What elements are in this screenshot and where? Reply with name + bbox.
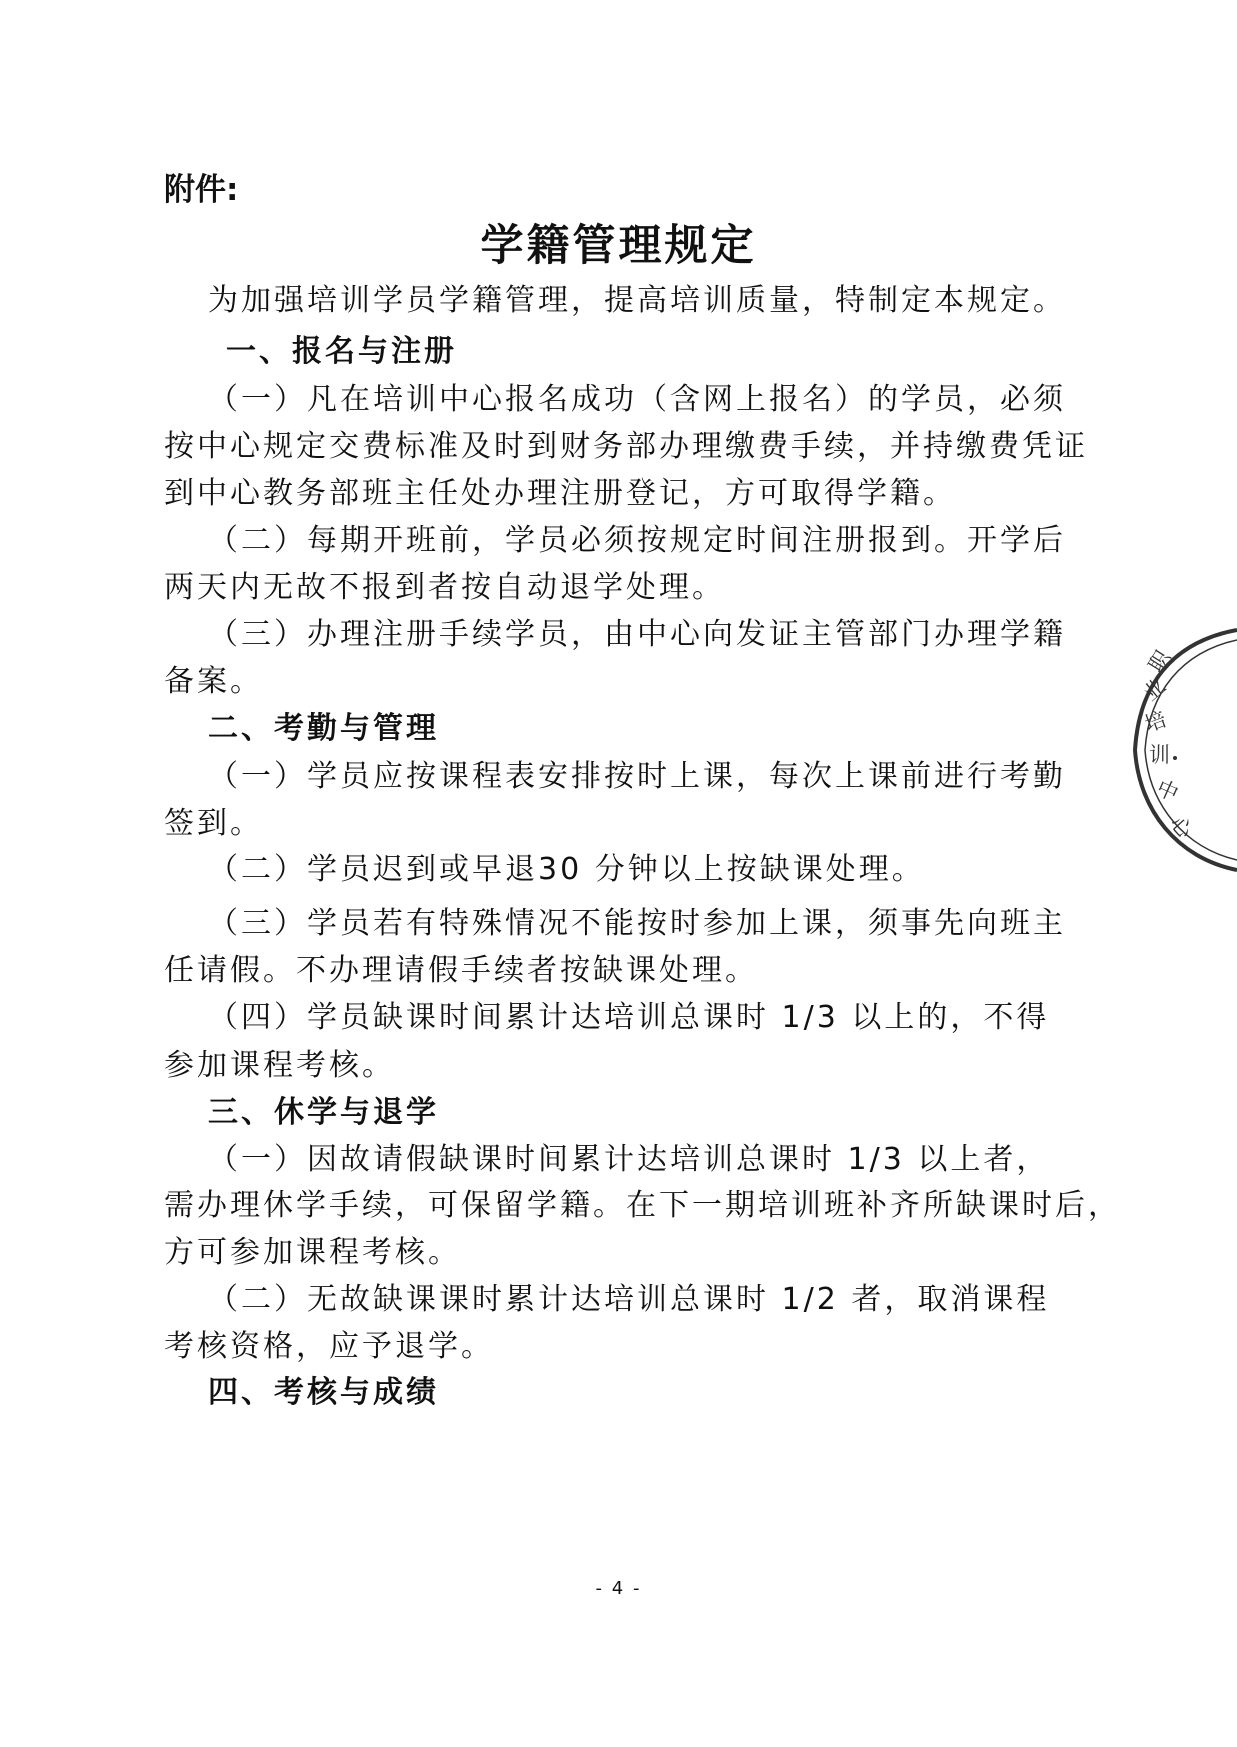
paragraph-line: 参加课程考核。 xyxy=(164,1048,395,1083)
svg-text:心: 心 xyxy=(1165,811,1198,843)
section-heading-assessment: 四、考核与成绩 xyxy=(208,1375,439,1410)
paragraph-line: 考核资格，应予退学。 xyxy=(164,1329,494,1364)
page-number: - 4 - xyxy=(595,1578,642,1599)
official-seal xyxy=(1127,620,1237,880)
paragraph-line: （三）办理注册手续学员，由中心向发证主管部门办理学籍 xyxy=(208,617,1066,652)
paragraph-line: 任请假。不办理请假手续者按缺课处理。 xyxy=(164,953,758,988)
intro-paragraph: 为加强培训学员学籍管理，提高培训质量，特制定本规定。 xyxy=(208,283,1066,318)
paragraph-line: 到中心教务部班主任处办理注册登记，方可取得学籍。 xyxy=(164,476,956,511)
paragraph-line: （一）学员应按课程表安排按时上课，每次上课前进行考勤 xyxy=(208,759,1066,794)
svg-text:训: 训 xyxy=(1149,743,1170,767)
paragraph-line: （三）学员若有特殊情况不能按时参加上课，须事先向班主 xyxy=(208,906,1066,941)
svg-text:中: 中 xyxy=(1152,775,1182,807)
paragraph-line: （一）因故请假缺课时间累计达培训总课时 1/3 以上者， xyxy=(208,1142,1050,1177)
attachment-label: 附件: xyxy=(164,172,239,208)
paragraph-line: （二）无故缺课课时累计达培训总课时 1/2 者，取消课程 xyxy=(208,1282,1050,1317)
paragraph-line: （二）每期开班前，学员必须按规定时间注册报到。开学后 xyxy=(208,523,1066,558)
svg-text:培: 培 xyxy=(1141,706,1170,737)
section-heading-suspension: 三、休学与退学 xyxy=(208,1095,439,1130)
svg-text:业: 业 xyxy=(1138,673,1171,706)
section-heading-attendance: 二、考勤与管理 xyxy=(208,711,439,746)
paragraph-line: 签到。 xyxy=(164,806,263,841)
document-title: 学籍管理规定 xyxy=(480,221,757,271)
paragraph-line: 按中心规定交费标准及时到财务部办理缴费手续，并持缴费凭证 xyxy=(164,429,1088,464)
paragraph-line: 两天内无故不报到者按自动退学处理。 xyxy=(164,570,725,605)
paragraph-line: 备案。 xyxy=(164,664,263,699)
paragraph-line: 需办理休学手续，可保留学籍。在下一期培训班补齐所缺课时后， xyxy=(164,1188,1121,1223)
seal-icon xyxy=(1127,620,1237,880)
paragraph-line: （二）学员迟到或早退30 分钟以上按缺课处理。 xyxy=(208,852,925,887)
paragraph-line: （一）凡在培训中心报名成功（含网上报名）的学员，必须 xyxy=(208,382,1066,417)
section-heading-registration: 一、报名与注册 xyxy=(226,334,457,369)
paragraph-line: 方可参加课程考核。 xyxy=(164,1235,461,1270)
paragraph-line: （四）学员缺课时间累计达培训总课时 1/3 以上的，不得 xyxy=(208,1000,1050,1035)
svg-text:职: 职 xyxy=(1143,646,1176,677)
